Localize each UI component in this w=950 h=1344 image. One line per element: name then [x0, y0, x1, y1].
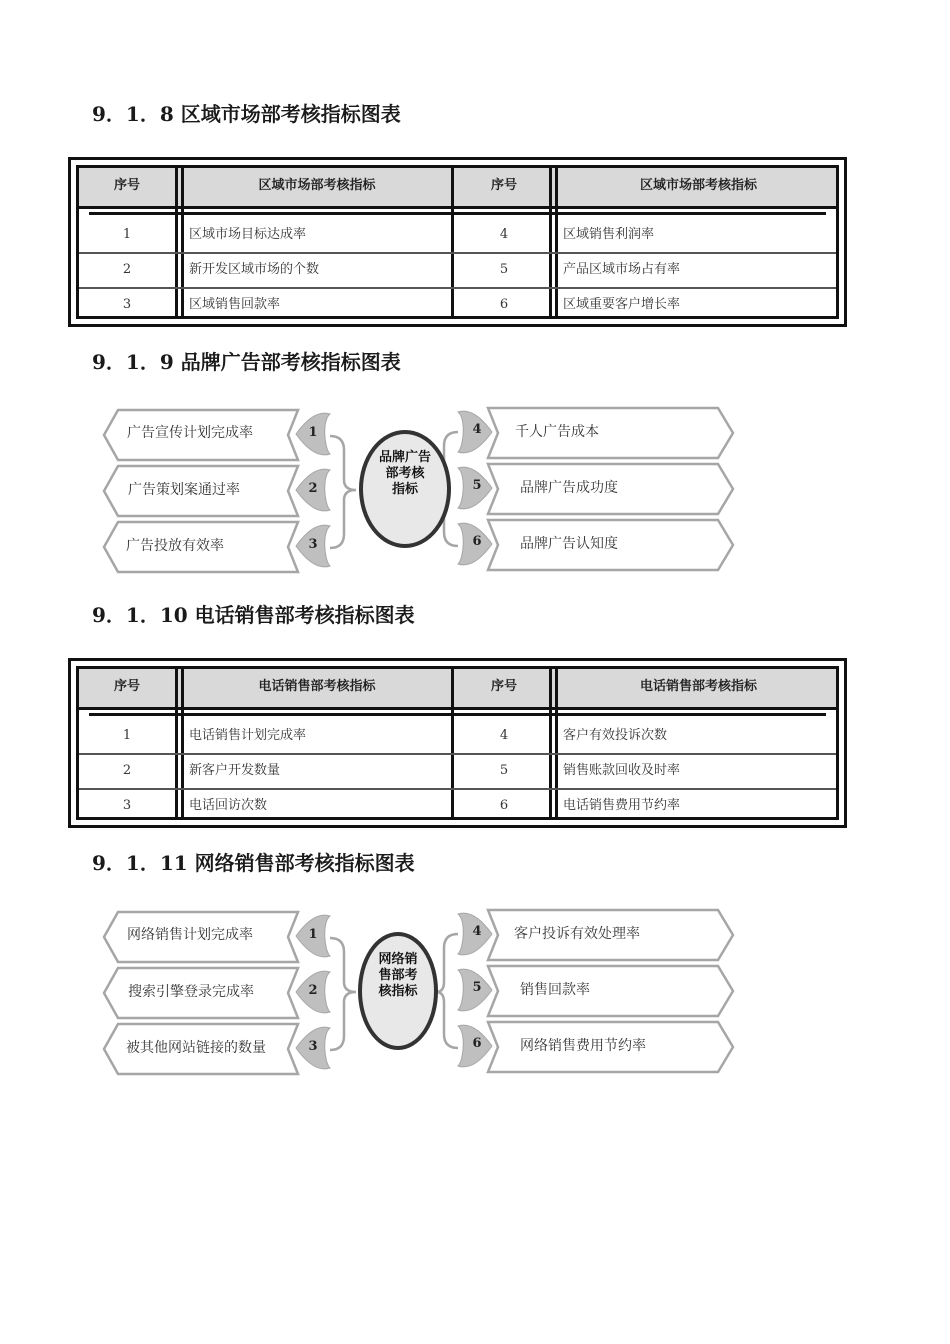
indicator-number: 4 — [472, 422, 482, 437]
row-number: 4 — [499, 227, 509, 242]
row-indicator: 区域销售回款率 — [189, 297, 281, 312]
header-divider — [89, 713, 826, 716]
table-telephone-sales — [68, 658, 847, 828]
row-number: 4 — [499, 728, 509, 743]
row-indicator: 区域重要客户增长率 — [563, 297, 681, 312]
indicator-number: 1 — [308, 425, 318, 440]
indicator-label: 销售回款率 — [520, 982, 590, 998]
section-heading-919: 9．1．9 品牌广告部考核指标图表 — [92, 350, 401, 374]
indicator-number: 6 — [472, 1036, 482, 1051]
indicator-number: 2 — [308, 481, 318, 496]
header-seq: 序号 — [490, 178, 517, 193]
section-heading-918: 9．1．8 区域市场部考核指标图表 — [92, 102, 401, 126]
row-number: 2 — [122, 262, 132, 277]
right-bracket — [436, 934, 458, 1048]
header-seq: 序号 — [113, 178, 140, 193]
row-number: 1 — [122, 728, 132, 743]
indicator-label: 网络销售计划完成率 — [127, 927, 253, 943]
indicator-number: 3 — [308, 537, 318, 552]
header-seq: 序号 — [113, 679, 140, 694]
row-indicator: 电话销售计划完成率 — [189, 728, 307, 743]
indicator-label: 被其他网站链接的数量 — [126, 1040, 266, 1056]
indicator-label: 网络销售费用节约率 — [520, 1038, 646, 1054]
indicator-number: 3 — [308, 1039, 318, 1054]
table-row — [79, 718, 836, 753]
left-bracket — [330, 938, 356, 1050]
indicator-number: 5 — [472, 980, 482, 995]
row-number: 1 — [122, 227, 132, 242]
table-header — [79, 168, 836, 209]
center-title: 品牌广告 部考核 指标 — [378, 450, 431, 497]
row-number: 5 — [499, 763, 509, 778]
indicator-label: 广告投放有效率 — [126, 538, 224, 554]
table-row — [79, 788, 836, 823]
row-indicator: 电话销售费用节约率 — [563, 798, 681, 813]
header-indicator: 区域市场部考核指标 — [639, 178, 757, 193]
row-indicator: 新客户开发数量 — [189, 763, 281, 778]
indicator-label: 广告宣传计划完成率 — [127, 425, 253, 441]
indicator-label: 品牌广告认知度 — [520, 536, 618, 552]
indicator-number: 6 — [472, 534, 482, 549]
row-number: 5 — [499, 262, 509, 277]
table-header — [79, 669, 836, 710]
header-divider — [89, 212, 826, 215]
row-number: 3 — [122, 798, 132, 813]
indicator-label: 广告策划案通过率 — [128, 482, 240, 498]
row-indicator: 区域销售利润率 — [563, 227, 655, 242]
row-number: 2 — [122, 763, 132, 778]
row-indicator: 客户有效投诉次数 — [563, 728, 668, 743]
table-row — [79, 753, 836, 788]
indicator-number: 4 — [472, 924, 482, 939]
table-row — [79, 252, 836, 287]
header-indicator: 区域市场部考核指标 — [258, 178, 376, 193]
row-number: 6 — [499, 798, 509, 813]
row-indicator: 产品区域市场占有率 — [563, 262, 681, 277]
indicator-label: 客户投诉有效处理率 — [514, 926, 640, 942]
diagram-brand-advertising — [0, 400, 950, 580]
row-indicator: 新开发区域市场的个数 — [189, 262, 320, 277]
diagram-online-sales — [0, 902, 950, 1082]
indicator-number: 1 — [308, 927, 318, 942]
section-heading-9110: 9．1．10 电话销售部考核指标图表 — [92, 603, 415, 627]
table-row — [79, 287, 836, 322]
row-number: 6 — [499, 297, 509, 312]
center-title: 网络销 售部考 核指标 — [378, 952, 418, 999]
section-heading-9111: 9．1．11 网络销售部考核指标图表 — [92, 851, 415, 875]
header-seq: 序号 — [490, 679, 517, 694]
indicator-number: 5 — [472, 478, 482, 493]
row-indicator: 销售账款回收及时率 — [563, 763, 681, 778]
row-indicator: 电话回访次数 — [189, 798, 268, 813]
table-row — [79, 217, 836, 252]
indicator-label: 搜索引擎登录完成率 — [128, 984, 254, 1000]
left-bracket — [330, 436, 356, 548]
row-indicator: 区域市场目标达成率 — [189, 227, 307, 242]
indicator-label: 品牌广告成功度 — [520, 480, 618, 496]
header-indicator: 电话销售部考核指标 — [639, 679, 757, 694]
header-indicator: 电话销售部考核指标 — [258, 679, 376, 694]
table-regional-market — [68, 157, 847, 327]
indicator-label: 千人广告成本 — [515, 424, 599, 440]
row-number: 3 — [122, 297, 132, 312]
indicator-number: 2 — [308, 983, 318, 998]
